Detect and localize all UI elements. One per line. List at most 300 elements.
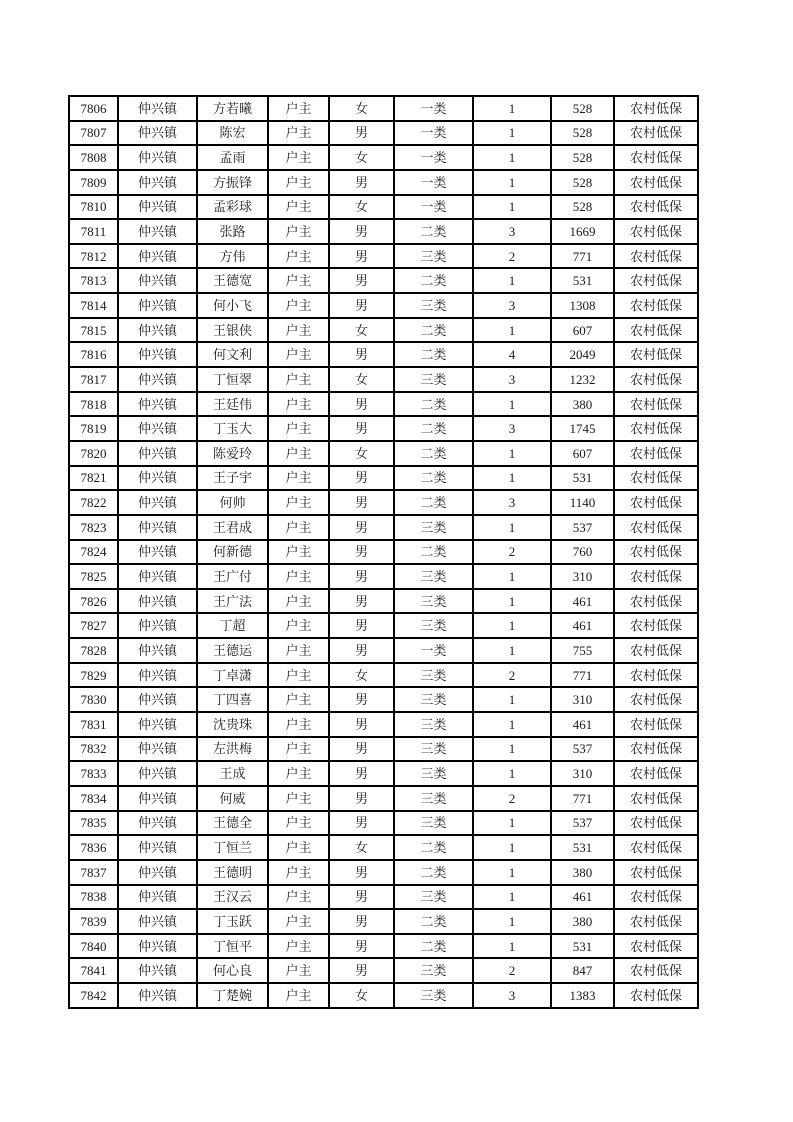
- table-row: [69, 392, 698, 417]
- table-row: [69, 96, 698, 121]
- cell-town: 仲兴镇: [118, 121, 197, 146]
- cell-benefit-type: 农村低保: [614, 540, 698, 565]
- cell-relation: 户主: [268, 318, 329, 343]
- cell-category: 二类: [394, 268, 473, 293]
- cell-household-count: 1: [473, 441, 551, 466]
- cell-name: 张路: [197, 219, 268, 244]
- cell-relation: 户主: [268, 860, 329, 885]
- cell-household-count: 1: [473, 835, 551, 860]
- cell-benefit-type: 农村低保: [614, 909, 698, 934]
- cell-serial-number: 7841: [69, 958, 118, 983]
- cell-gender: 男: [329, 466, 394, 491]
- cell-town: 仲兴镇: [118, 466, 197, 491]
- cell-town: 仲兴镇: [118, 515, 197, 540]
- cell-serial-number: 7840: [69, 934, 118, 959]
- cell-serial-number: 7806: [69, 96, 118, 121]
- cell-category: 一类: [394, 195, 473, 220]
- table-row: [69, 983, 698, 1008]
- cell-town: 仲兴镇: [118, 219, 197, 244]
- cell-amount: 1669: [551, 219, 614, 244]
- cell-town: 仲兴镇: [118, 860, 197, 885]
- cell-amount: 531: [551, 835, 614, 860]
- table-row: [69, 342, 698, 367]
- cell-amount: 2049: [551, 342, 614, 367]
- table-row: [69, 638, 698, 663]
- cell-serial-number: 7822: [69, 490, 118, 515]
- cell-gender: 男: [329, 761, 394, 786]
- cell-serial-number: 7825: [69, 564, 118, 589]
- cell-name: 何小飞: [197, 293, 268, 318]
- cell-relation: 户主: [268, 983, 329, 1008]
- table-row: [69, 835, 698, 860]
- cell-gender: 男: [329, 244, 394, 269]
- cell-benefit-type: 农村低保: [614, 811, 698, 836]
- cell-category: 三类: [394, 564, 473, 589]
- cell-gender: 男: [329, 786, 394, 811]
- cell-benefit-type: 农村低保: [614, 466, 698, 491]
- cell-household-count: 1: [473, 466, 551, 491]
- cell-category: 三类: [394, 761, 473, 786]
- cell-household-count: 2: [473, 244, 551, 269]
- cell-amount: 531: [551, 268, 614, 293]
- cell-name: 何威: [197, 786, 268, 811]
- table-row: [69, 663, 698, 688]
- cell-name: 何心良: [197, 958, 268, 983]
- table-row: [69, 613, 698, 638]
- cell-category: 三类: [394, 885, 473, 910]
- cell-benefit-type: 农村低保: [614, 613, 698, 638]
- cell-category: 二类: [394, 318, 473, 343]
- cell-town: 仲兴镇: [118, 293, 197, 318]
- cell-amount: 528: [551, 96, 614, 121]
- cell-serial-number: 7826: [69, 589, 118, 614]
- table-row: [69, 170, 698, 195]
- cell-serial-number: 7824: [69, 540, 118, 565]
- cell-town: 仲兴镇: [118, 909, 197, 934]
- cell-household-count: 1: [473, 934, 551, 959]
- table-row: [69, 958, 698, 983]
- cell-gender: 男: [329, 638, 394, 663]
- cell-category: 一类: [394, 170, 473, 195]
- cell-serial-number: 7830: [69, 687, 118, 712]
- cell-town: 仲兴镇: [118, 885, 197, 910]
- cell-gender: 男: [329, 613, 394, 638]
- cell-gender: 男: [329, 934, 394, 959]
- cell-gender: 女: [329, 367, 394, 392]
- cell-relation: 户主: [268, 219, 329, 244]
- cell-amount: 537: [551, 811, 614, 836]
- cell-name: 王子宇: [197, 466, 268, 491]
- cell-amount: 607: [551, 318, 614, 343]
- cell-gender: 男: [329, 687, 394, 712]
- cell-category: 三类: [394, 663, 473, 688]
- cell-relation: 户主: [268, 170, 329, 195]
- cell-serial-number: 7818: [69, 392, 118, 417]
- cell-amount: 537: [551, 737, 614, 762]
- cell-town: 仲兴镇: [118, 958, 197, 983]
- cell-serial-number: 7817: [69, 367, 118, 392]
- cell-serial-number: 7811: [69, 219, 118, 244]
- cell-town: 仲兴镇: [118, 392, 197, 417]
- cell-relation: 户主: [268, 934, 329, 959]
- cell-relation: 户主: [268, 909, 329, 934]
- cell-benefit-type: 农村低保: [614, 564, 698, 589]
- cell-category: 二类: [394, 392, 473, 417]
- cell-gender: 男: [329, 342, 394, 367]
- table-row: [69, 712, 698, 737]
- cell-town: 仲兴镇: [118, 663, 197, 688]
- cell-relation: 户主: [268, 392, 329, 417]
- cell-benefit-type: 农村低保: [614, 983, 698, 1008]
- table-row: [69, 737, 698, 762]
- cell-amount: 461: [551, 885, 614, 910]
- cell-relation: 户主: [268, 958, 329, 983]
- table-row: [69, 811, 698, 836]
- cell-category: 二类: [394, 490, 473, 515]
- cell-name: 丁恒兰: [197, 835, 268, 860]
- cell-serial-number: 7815: [69, 318, 118, 343]
- cell-town: 仲兴镇: [118, 737, 197, 762]
- cell-benefit-type: 农村低保: [614, 934, 698, 959]
- cell-serial-number: 7807: [69, 121, 118, 146]
- cell-benefit-type: 农村低保: [614, 638, 698, 663]
- table-row: [69, 121, 698, 146]
- cell-category: 一类: [394, 638, 473, 663]
- cell-relation: 户主: [268, 638, 329, 663]
- cell-name: 王广付: [197, 564, 268, 589]
- cell-name: 王成: [197, 761, 268, 786]
- cell-household-count: 1: [473, 170, 551, 195]
- cell-category: 三类: [394, 244, 473, 269]
- cell-serial-number: 7832: [69, 737, 118, 762]
- table-row: [69, 860, 698, 885]
- cell-relation: 户主: [268, 515, 329, 540]
- cell-relation: 户主: [268, 540, 329, 565]
- cell-serial-number: 7827: [69, 613, 118, 638]
- cell-town: 仲兴镇: [118, 712, 197, 737]
- cell-relation: 户主: [268, 613, 329, 638]
- cell-amount: 310: [551, 564, 614, 589]
- cell-name: 王银侠: [197, 318, 268, 343]
- cell-benefit-type: 农村低保: [614, 121, 698, 146]
- table-row: [69, 244, 698, 269]
- table-row: [69, 318, 698, 343]
- cell-town: 仲兴镇: [118, 540, 197, 565]
- cell-amount: 380: [551, 860, 614, 885]
- cell-name: 丁超: [197, 613, 268, 638]
- cell-serial-number: 7812: [69, 244, 118, 269]
- cell-relation: 户主: [268, 416, 329, 441]
- cell-household-count: 1: [473, 268, 551, 293]
- cell-amount: 461: [551, 613, 614, 638]
- cell-relation: 户主: [268, 786, 329, 811]
- cell-amount: 310: [551, 761, 614, 786]
- cell-name: 方振锋: [197, 170, 268, 195]
- cell-name: 陈爱玲: [197, 441, 268, 466]
- cell-name: 方伟: [197, 244, 268, 269]
- cell-category: 三类: [394, 983, 473, 1008]
- cell-household-count: 2: [473, 786, 551, 811]
- cell-serial-number: 7829: [69, 663, 118, 688]
- cell-town: 仲兴镇: [118, 786, 197, 811]
- cell-household-count: 1: [473, 392, 551, 417]
- cell-benefit-type: 农村低保: [614, 392, 698, 417]
- cell-serial-number: 7819: [69, 416, 118, 441]
- cell-household-count: 3: [473, 367, 551, 392]
- cell-benefit-type: 农村低保: [614, 318, 698, 343]
- cell-gender: 男: [329, 958, 394, 983]
- cell-household-count: 1: [473, 885, 551, 910]
- cell-amount: 528: [551, 121, 614, 146]
- cell-benefit-type: 农村低保: [614, 860, 698, 885]
- cell-relation: 户主: [268, 268, 329, 293]
- cell-name: 丁四喜: [197, 687, 268, 712]
- cell-category: 二类: [394, 540, 473, 565]
- cell-gender: 男: [329, 589, 394, 614]
- cell-category: 三类: [394, 712, 473, 737]
- cell-name: 王廷伟: [197, 392, 268, 417]
- cell-category: 二类: [394, 466, 473, 491]
- cell-household-count: 1: [473, 712, 551, 737]
- cell-town: 仲兴镇: [118, 934, 197, 959]
- cell-name: 丁玉大: [197, 416, 268, 441]
- cell-gender: 男: [329, 712, 394, 737]
- cell-town: 仲兴镇: [118, 195, 197, 220]
- cell-name: 丁楚婉: [197, 983, 268, 1008]
- cell-town: 仲兴镇: [118, 170, 197, 195]
- welfare-roster-table: [68, 95, 699, 1009]
- table-row: [69, 687, 698, 712]
- cell-category: 二类: [394, 441, 473, 466]
- cell-benefit-type: 农村低保: [614, 219, 698, 244]
- cell-serial-number: 7820: [69, 441, 118, 466]
- cell-household-count: 1: [473, 811, 551, 836]
- cell-relation: 户主: [268, 737, 329, 762]
- cell-relation: 户主: [268, 885, 329, 910]
- cell-benefit-type: 农村低保: [614, 268, 698, 293]
- cell-town: 仲兴镇: [118, 835, 197, 860]
- cell-relation: 户主: [268, 96, 329, 121]
- cell-amount: 755: [551, 638, 614, 663]
- cell-serial-number: 7835: [69, 811, 118, 836]
- cell-name: 陈宏: [197, 121, 268, 146]
- cell-serial-number: 7816: [69, 342, 118, 367]
- cell-category: 二类: [394, 860, 473, 885]
- cell-benefit-type: 农村低保: [614, 367, 698, 392]
- cell-town: 仲兴镇: [118, 761, 197, 786]
- cell-household-count: 3: [473, 293, 551, 318]
- cell-relation: 户主: [268, 244, 329, 269]
- cell-relation: 户主: [268, 121, 329, 146]
- table-row: [69, 564, 698, 589]
- cell-benefit-type: 农村低保: [614, 342, 698, 367]
- cell-household-count: 2: [473, 663, 551, 688]
- cell-serial-number: 7833: [69, 761, 118, 786]
- cell-relation: 户主: [268, 145, 329, 170]
- cell-gender: 男: [329, 564, 394, 589]
- table-row: [69, 540, 698, 565]
- cell-amount: 771: [551, 786, 614, 811]
- cell-amount: 380: [551, 392, 614, 417]
- cell-amount: 771: [551, 663, 614, 688]
- cell-gender: 女: [329, 318, 394, 343]
- cell-serial-number: 7828: [69, 638, 118, 663]
- cell-town: 仲兴镇: [118, 145, 197, 170]
- cell-category: 一类: [394, 96, 473, 121]
- cell-amount: 537: [551, 515, 614, 540]
- cell-serial-number: 7821: [69, 466, 118, 491]
- table-row: [69, 416, 698, 441]
- cell-town: 仲兴镇: [118, 318, 197, 343]
- table-row: [69, 934, 698, 959]
- table-row: [69, 466, 698, 491]
- cell-category: 二类: [394, 219, 473, 244]
- cell-gender: 女: [329, 441, 394, 466]
- cell-benefit-type: 农村低保: [614, 885, 698, 910]
- cell-benefit-type: 农村低保: [614, 589, 698, 614]
- cell-amount: 461: [551, 589, 614, 614]
- cell-amount: 528: [551, 170, 614, 195]
- cell-serial-number: 7823: [69, 515, 118, 540]
- cell-town: 仲兴镇: [118, 416, 197, 441]
- cell-benefit-type: 农村低保: [614, 293, 698, 318]
- table-body: [69, 96, 698, 1008]
- cell-benefit-type: 农村低保: [614, 416, 698, 441]
- cell-relation: 户主: [268, 466, 329, 491]
- cell-household-count: 3: [473, 416, 551, 441]
- cell-benefit-type: 农村低保: [614, 958, 698, 983]
- cell-category: 三类: [394, 958, 473, 983]
- cell-name: 王德全: [197, 811, 268, 836]
- cell-gender: 男: [329, 515, 394, 540]
- cell-name: 丁卓潇: [197, 663, 268, 688]
- table-row: [69, 885, 698, 910]
- cell-amount: 771: [551, 244, 614, 269]
- cell-amount: 760: [551, 540, 614, 565]
- table-row: [69, 367, 698, 392]
- cell-gender: 女: [329, 195, 394, 220]
- cell-household-count: 1: [473, 195, 551, 220]
- cell-household-count: 1: [473, 145, 551, 170]
- cell-gender: 男: [329, 293, 394, 318]
- cell-benefit-type: 农村低保: [614, 835, 698, 860]
- cell-name: 王君成: [197, 515, 268, 540]
- cell-category: 二类: [394, 342, 473, 367]
- cell-household-count: 1: [473, 515, 551, 540]
- cell-household-count: 2: [473, 540, 551, 565]
- cell-benefit-type: 农村低保: [614, 490, 698, 515]
- cell-name: 孟雨: [197, 145, 268, 170]
- cell-town: 仲兴镇: [118, 96, 197, 121]
- cell-relation: 户主: [268, 835, 329, 860]
- cell-name: 丁恒翠: [197, 367, 268, 392]
- cell-household-count: 1: [473, 96, 551, 121]
- cell-town: 仲兴镇: [118, 638, 197, 663]
- cell-household-count: 1: [473, 613, 551, 638]
- cell-town: 仲兴镇: [118, 268, 197, 293]
- cell-benefit-type: 农村低保: [614, 170, 698, 195]
- cell-gender: 男: [329, 490, 394, 515]
- table-row: [69, 145, 698, 170]
- table-row: [69, 786, 698, 811]
- cell-serial-number: 7831: [69, 712, 118, 737]
- cell-town: 仲兴镇: [118, 589, 197, 614]
- cell-household-count: 3: [473, 219, 551, 244]
- cell-relation: 户主: [268, 342, 329, 367]
- cell-amount: 461: [551, 712, 614, 737]
- cell-amount: 1745: [551, 416, 614, 441]
- cell-town: 仲兴镇: [118, 342, 197, 367]
- cell-household-count: 1: [473, 737, 551, 762]
- cell-household-count: 1: [473, 638, 551, 663]
- cell-category: 三类: [394, 687, 473, 712]
- cell-category: 三类: [394, 737, 473, 762]
- cell-gender: 男: [329, 811, 394, 836]
- cell-gender: 男: [329, 268, 394, 293]
- cell-relation: 户主: [268, 293, 329, 318]
- cell-relation: 户主: [268, 663, 329, 688]
- cell-relation: 户主: [268, 367, 329, 392]
- cell-serial-number: 7837: [69, 860, 118, 885]
- cell-benefit-type: 农村低保: [614, 441, 698, 466]
- cell-gender: 女: [329, 983, 394, 1008]
- cell-amount: 1140: [551, 490, 614, 515]
- cell-household-count: 2: [473, 958, 551, 983]
- cell-town: 仲兴镇: [118, 983, 197, 1008]
- cell-amount: 607: [551, 441, 614, 466]
- cell-town: 仲兴镇: [118, 564, 197, 589]
- cell-amount: 528: [551, 195, 614, 220]
- cell-gender: 男: [329, 392, 394, 417]
- cell-name: 方若曦: [197, 96, 268, 121]
- cell-relation: 户主: [268, 441, 329, 466]
- cell-relation: 户主: [268, 761, 329, 786]
- cell-category: 二类: [394, 416, 473, 441]
- cell-category: 三类: [394, 589, 473, 614]
- table-row: [69, 909, 698, 934]
- cell-gender: 男: [329, 170, 394, 195]
- cell-name: 王德明: [197, 860, 268, 885]
- cell-category: 三类: [394, 786, 473, 811]
- cell-town: 仲兴镇: [118, 244, 197, 269]
- cell-category: 二类: [394, 934, 473, 959]
- cell-household-count: 1: [473, 687, 551, 712]
- cell-serial-number: 7808: [69, 145, 118, 170]
- table-row: [69, 515, 698, 540]
- cell-serial-number: 7836: [69, 835, 118, 860]
- cell-category: 三类: [394, 515, 473, 540]
- cell-gender: 男: [329, 121, 394, 146]
- cell-name: 王广法: [197, 589, 268, 614]
- table-row: [69, 219, 698, 244]
- cell-serial-number: 7813: [69, 268, 118, 293]
- cell-category: 二类: [394, 909, 473, 934]
- cell-serial-number: 7838: [69, 885, 118, 910]
- cell-amount: 531: [551, 934, 614, 959]
- cell-benefit-type: 农村低保: [614, 195, 698, 220]
- cell-category: 三类: [394, 613, 473, 638]
- table-row: [69, 761, 698, 786]
- cell-town: 仲兴镇: [118, 811, 197, 836]
- cell-household-count: 1: [473, 121, 551, 146]
- cell-serial-number: 7842: [69, 983, 118, 1008]
- table-row: [69, 293, 698, 318]
- cell-amount: 1383: [551, 983, 614, 1008]
- cell-household-count: 1: [473, 761, 551, 786]
- cell-relation: 户主: [268, 687, 329, 712]
- table-row: [69, 490, 698, 515]
- cell-gender: 女: [329, 96, 394, 121]
